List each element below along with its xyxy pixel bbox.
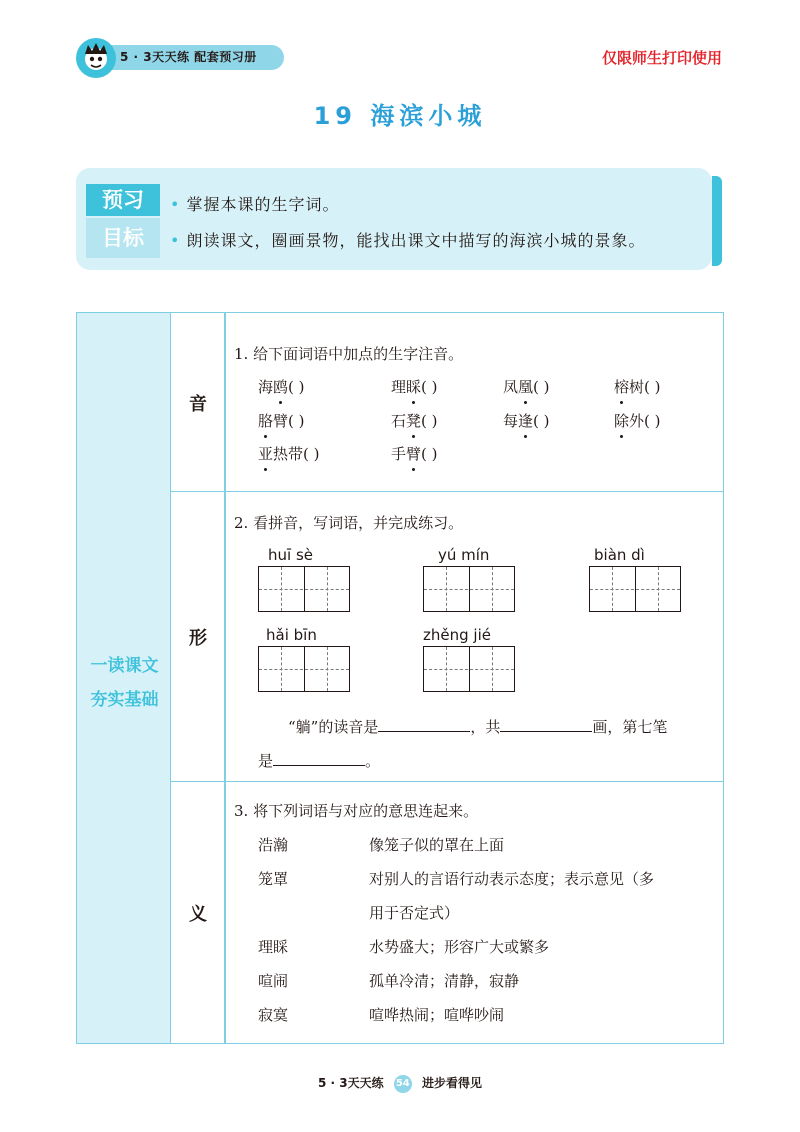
match-meaning[interactable]: 孤单冷清；清静，寂静 <box>369 972 520 990</box>
word-item: 石凳( ) <box>391 412 438 430</box>
pinyin-label: hǎi bīn <box>266 626 317 644</box>
answer-blank[interactable] <box>273 751 365 766</box>
word-item: 理睬( ) <box>391 378 438 396</box>
word-item: 胳臂( ) <box>258 412 305 430</box>
match-word[interactable]: 寂寞 <box>258 1006 289 1024</box>
footer-slogan: 进步看得见 <box>421 1076 482 1090</box>
match-word[interactable]: 笼罩 <box>258 870 289 888</box>
section-label-yin: 音 <box>170 312 226 492</box>
page-number: 54 <box>394 1075 412 1093</box>
match-word[interactable]: 喧闹 <box>258 972 289 990</box>
word-item: 海鸥( ) <box>258 378 305 396</box>
section-label-yi: 义 <box>170 782 226 1044</box>
section-yi <box>225 782 724 1044</box>
fill-sentence-cont: 是 。 <box>258 752 381 770</box>
mascot-icon <box>76 38 116 78</box>
side-label: 一读课文 夯实基础 <box>76 312 171 1044</box>
goals-tab-line1: 预习 <box>86 184 160 216</box>
series-brand: 5 · 3天天练 配套预习册 <box>120 50 257 64</box>
goals-stripe <box>712 176 722 266</box>
exercise-table <box>76 312 724 1044</box>
word-item: 凤凰( ) <box>503 378 550 396</box>
word-item: 手臂( ) <box>391 445 438 463</box>
word-item: 榕树( ) <box>614 378 661 396</box>
match-meaning[interactable]: 水势盛大；形容广大或繁多 <box>369 938 550 956</box>
section-xing <box>225 492 724 782</box>
question-2: 2. 看拼音，写词语，并完成练习。 <box>234 514 464 532</box>
match-word[interactable]: 浩瀚 <box>258 836 289 854</box>
footer-brand: 5 · 3天天练 <box>317 1076 384 1090</box>
question-3: 3. 将下列词语与对应的意思连起来。 <box>234 802 479 820</box>
lesson-title: 19 海滨小城 <box>313 102 487 130</box>
match-word[interactable]: 理睬 <box>258 938 289 956</box>
goals-tab-line2: 目标 <box>86 218 160 258</box>
writing-grid[interactable] <box>423 566 515 612</box>
print-notice: 仅限师生打印使用 <box>601 49 722 67</box>
pinyin-label: biàn dì <box>594 546 645 564</box>
preview-goals-panel <box>76 168 712 270</box>
word-item: 除外( ) <box>614 412 661 430</box>
page-footer <box>0 1074 800 1093</box>
section-yin <box>225 312 724 492</box>
pinyin-label: huī sè <box>268 546 313 564</box>
series-badge <box>76 38 286 78</box>
writing-grid[interactable] <box>258 566 350 612</box>
word-item: 每逢( ) <box>503 412 550 430</box>
word-item: 亚热带( ) <box>258 445 320 463</box>
match-meaning[interactable]: 喧哗热闹；喧哗吵闹 <box>369 1006 505 1024</box>
section-label-xing: 形 <box>170 492 226 782</box>
writing-grid[interactable] <box>589 566 681 612</box>
match-meaning-cont: 用于否定式） <box>369 904 460 922</box>
match-meaning[interactable]: 对别人的言语行动表示态度；表示意见（多 <box>369 870 655 888</box>
pinyin-label: yú mín <box>438 546 490 564</box>
match-meaning[interactable]: 像笼子似的罩在上面 <box>369 836 505 854</box>
answer-blank[interactable] <box>378 717 470 732</box>
writing-grid[interactable] <box>258 646 350 692</box>
goal-item-2: • 朗读课文，圈画景物，能找出课文中描写的海滨小城的景象。 <box>170 231 646 250</box>
question-1: 1. 给下面词语中加点的生字注音。 <box>234 345 464 363</box>
answer-blank[interactable] <box>500 717 592 732</box>
goal-item-1: • 掌握本课的生字词。 <box>170 195 340 214</box>
writing-grid[interactable] <box>423 646 515 692</box>
fill-sentence: “躺”的读音是 ，共 画，第七笔 <box>288 718 668 736</box>
pinyin-label: zhěng jié <box>423 626 491 644</box>
